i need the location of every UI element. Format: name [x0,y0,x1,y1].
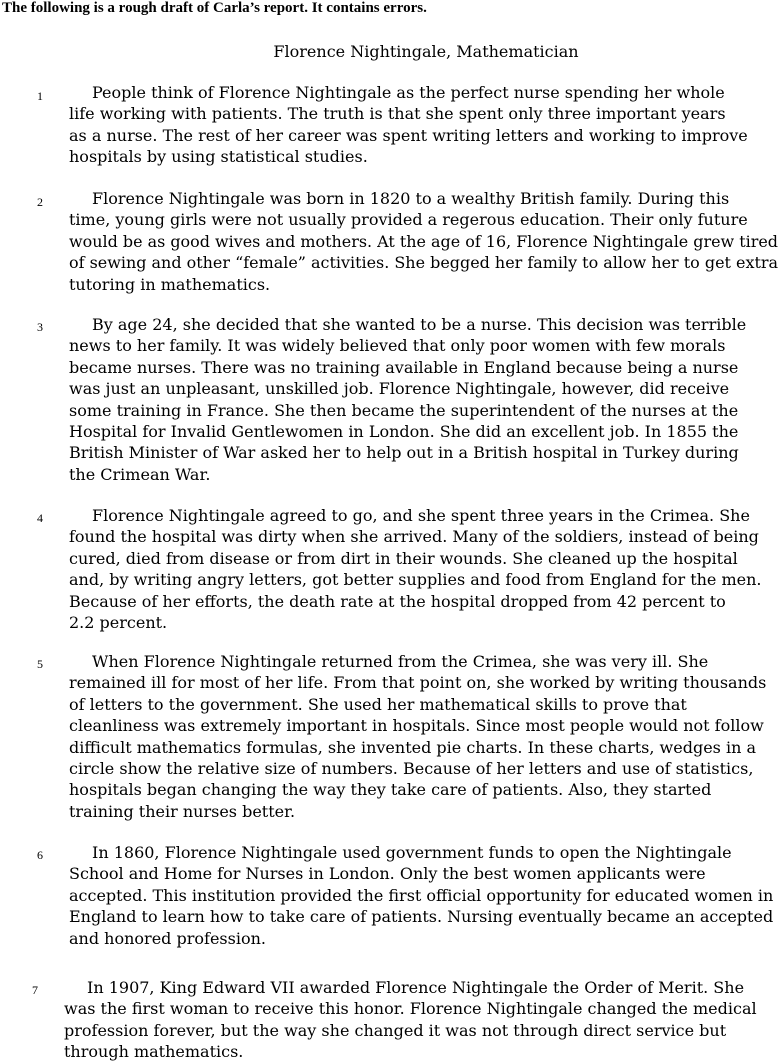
paragraph-line: When Florence Nightingale returned from the Crimea, she was very ill. She [92,652,709,671]
intro-note: The following is a rough draft of Carla’s report. It contains errors. [2,0,427,16]
paragraph-line: hospitals began changing the way they take care of patients. Also, they started [69,780,712,800]
paragraph-line: and, by writing angry letters, got better supplies and food from England for the men. [69,570,762,590]
paragraph-number-6: 6 [37,848,43,862]
paragraph-2 [69,188,780,295]
paragraph-line: Florence Nightingale was born in 1820 to a wealthy British family. During this [92,189,730,208]
paragraph-4 [69,505,780,633]
paragraph-line: In 1907, King Edward VII awarded Florence Nightingale the Order of Merit. She [87,978,745,997]
paragraph-number-4: 4 [37,511,43,525]
paragraph-line: and honored profession. [69,928,266,948]
paragraph-line: People think of Florence Nightingale as the perfect nurse spending her whole [92,83,725,102]
paragraph-line: as a nurse. The rest of her career was spent writing letters and working to improve [69,125,748,145]
paragraph-5 [69,651,780,822]
paragraph-line: remained ill for most of her life. From that point on, she worked by writing thousands [69,673,767,693]
paragraph-line: Hospital for Invalid Gentlewomen in London. She did an excellent job. In 1855 the [69,422,739,442]
paragraph-1 [69,82,780,168]
paragraph-line: School and Home for Nurses in London. Only the best women applicants were [69,864,706,884]
paragraph-line: found the hospital was dirty when she arrived. Many of the soldiers, instead of being [69,527,759,547]
paragraph-line: would be as good wives and mothers. At the age of 16, Florence Nightingale grew tired [69,231,778,251]
paragraph-line: Florence Nightingale agreed to go, and she spent three years in the Crimea. She [92,506,750,525]
paragraph-line: of letters to the government. She used her mathematical skills to prove that [69,694,687,714]
paragraph-6 [69,842,780,949]
paragraph-line: By age 24, she decided that she wanted to be a nurse. This decision was terrible [92,315,747,334]
paragraph-line: news to her family. It was widely believed that only poor women with few morals [69,336,726,356]
paragraph-line: Because of her efforts, the death rate at the hospital dropped from 42 percent to [69,591,726,611]
paragraph-number-3: 3 [37,320,43,334]
paragraph-line: was the first woman to receive this honor. Florence Nightingale changed the medical [64,999,757,1019]
paragraph-line: accepted. This institution provided the first official opportunity for educated women in [69,885,774,905]
paragraph-7 [64,977,776,1063]
paragraph-line: became nurses. There was no training available in England because being a nurse [69,357,739,377]
paragraph-line: 2.2 percent. [69,613,168,633]
paragraph-line: training their nurses better. [69,801,296,821]
paragraph-line: life working with patients. The truth is that she spent only three important years [69,104,726,124]
paragraph-number-2: 2 [37,195,43,209]
paragraph-line: difficult mathematics formulas, she invented pie charts. In these charts, wedges in a [69,737,757,757]
paragraph-line: some training in France. She then became the superintendent of the nurses at the [69,400,739,420]
paragraph-line: profession forever, but the way she changed it was not through direct service but [64,1020,727,1040]
paragraph-line: through mathematics. [64,1042,244,1062]
paragraph-line: England to learn how to take care of patients. Nursing eventually became an accepted [69,907,774,927]
paragraph-line: the Crimean War. [69,464,211,484]
paragraph-line: of sewing and other “female” activities. She begged her family to allow her to get extra [69,253,778,273]
paragraph-line: hospitals by using statistical studies. [69,147,368,167]
paragraph-line: cured, died from disease or from dirt in their wounds. She cleaned up the hospital [69,548,738,568]
paragraph-3 [69,314,780,485]
paragraph-number-7: 7 [32,983,38,997]
report-title: Florence Nightingale, Mathematician [273,42,579,61]
paragraph-number-1: 1 [37,89,43,103]
paragraph-line: circle show the relative size of numbers. Because of her letters and use of statistics, [69,759,754,779]
paragraph-line: cleanliness was extremely important in hospitals. Since most people would not follow [69,716,764,736]
paragraph-line: time, young girls were not usually provided a regerous education. Their only future [69,210,748,230]
paragraph-line: tutoring in mathematics. [69,274,271,294]
paragraph-line: In 1860, Florence Nightingale used government funds to open the Nightingale [92,843,732,862]
paragraph-line: British Minister of War asked her to help out in a British hospital in Turkey during [69,443,739,463]
paragraph-number-5: 5 [37,657,43,671]
paragraph-line: was just an unpleasant, unskilled job. Florence Nightingale, however, did receive [69,379,730,399]
